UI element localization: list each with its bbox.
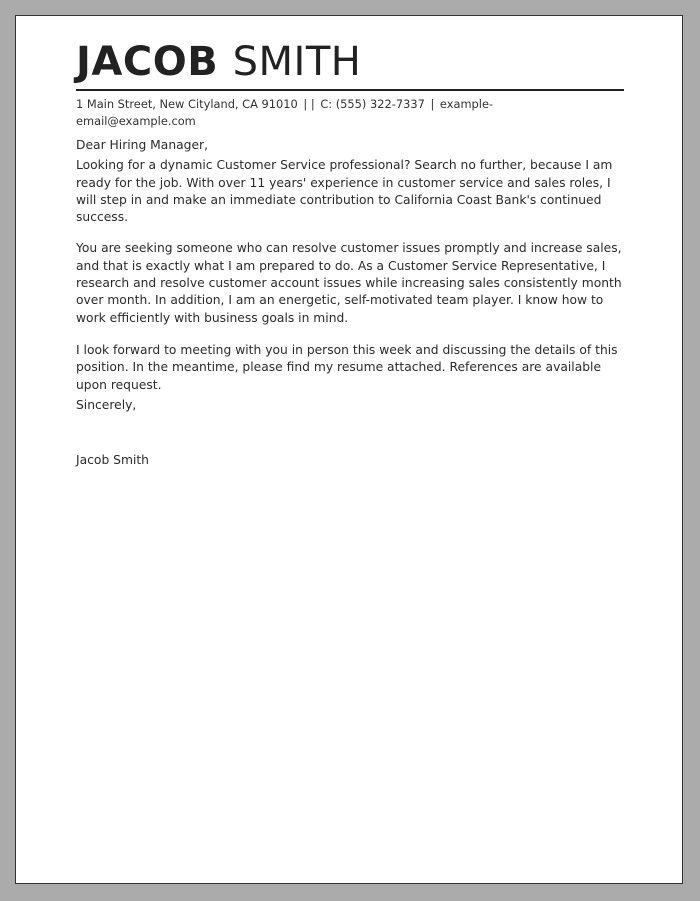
salutation: Dear Hiring Manager, bbox=[76, 138, 208, 152]
signature-name: Jacob Smith bbox=[76, 453, 149, 468]
first-name: JACOB bbox=[76, 39, 219, 85]
paragraph-intro: Looking for a dynamic Customer Service professional? Search no further, because I am ready for the job. With over 11 years' experience in customer service and sales roles, I will step in and make an immediate contribution to California Coast Bank's continued success. bbox=[76, 158, 613, 225]
applicant-name bbox=[76, 39, 636, 85]
paragraph-closing: I look forward to meeting with you in person this week and discussing the details of this position. In the meantime, please find my resume attached. References are available upon request. bbox=[76, 342, 618, 392]
contact-separator: | | bbox=[303, 97, 315, 111]
email: example-email@example.com bbox=[76, 97, 494, 128]
document-page bbox=[15, 15, 683, 884]
closing: Sincerely, bbox=[76, 397, 137, 412]
last-name: SMITH bbox=[232, 39, 362, 85]
header-divider bbox=[76, 89, 624, 91]
phone: C: (555) 322-7337 bbox=[320, 97, 425, 111]
address: 1 Main Street, New Cityland, CA 91010 bbox=[76, 97, 298, 111]
contact-info bbox=[76, 96, 516, 130]
contact-separator-2: | bbox=[430, 97, 435, 111]
cover-letter bbox=[76, 39, 636, 469]
paragraph-qualifications: You are seeking someone who can resolve customer issues promptly and increase sales, and that is exactly what I am prepared to do. As a Customer Service Representative, I research and resolve customer account issues while increasing sales consistently month over month. In addition, I am an energetic, self-motivated team player. I know how to work efficiently with business goals in mind. bbox=[76, 241, 622, 325]
